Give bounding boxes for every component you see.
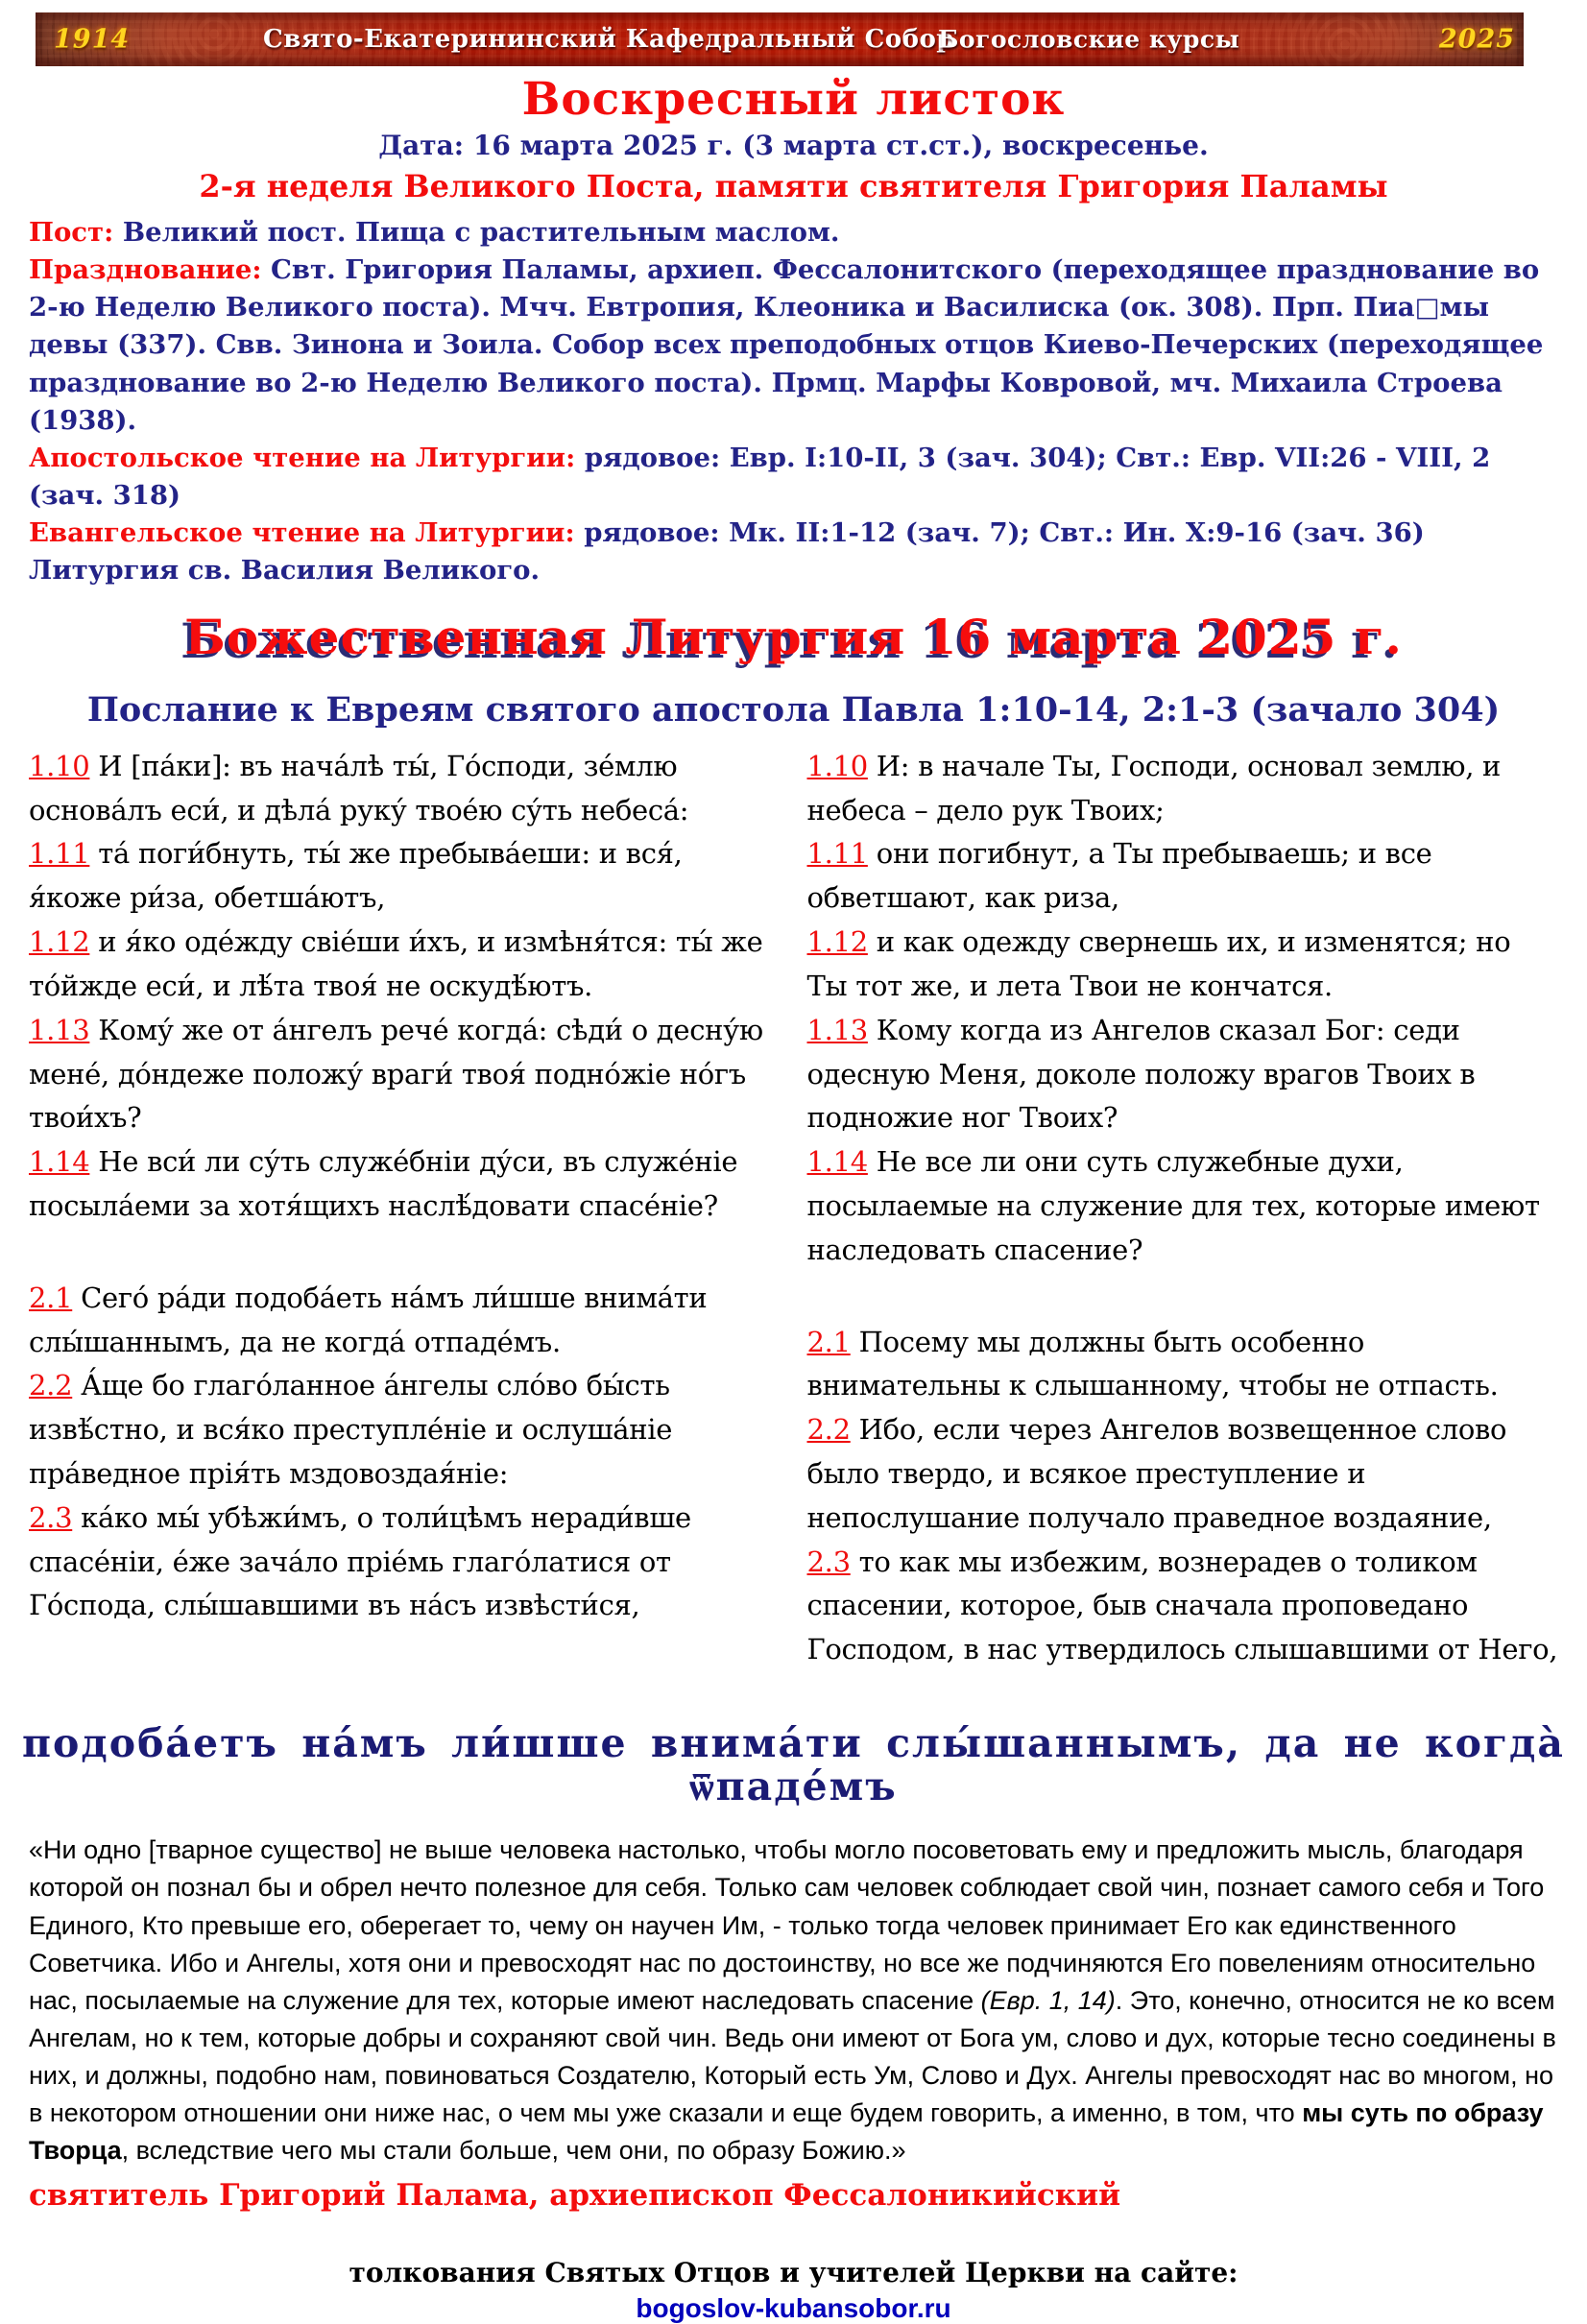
fast-line (29, 214, 1558, 252)
verse-number: 2.1 (29, 1281, 73, 1314)
epistle-heading: Послание к Евреям святого апостола Павла 1:10-14, 2:1-3 (зачало 304) (86, 689, 1501, 730)
verse-number: 2.3 (806, 1545, 851, 1578)
verse-number: 1.12 (29, 925, 90, 959)
epistle-columns (29, 745, 1558, 1672)
gospel-reading-label: Евангельское чтение на Литургии: (29, 516, 575, 548)
page-title: Воскресный листок (521, 73, 1066, 126)
week-line: 2-я неделя Великого Поста, памяти святителя Григория Паламы (199, 168, 1388, 205)
verse-item: 1.10 И: в начале Ты, Господи, основал землю, и небеса – дело рук Твоих; (806, 749, 1502, 827)
verse-item: 1.13 Кому когда из Ангелов сказал Бог: седи одесную Меня, доколе положу врагов Твоих в подножие ног Твоих? (806, 1013, 1476, 1135)
verse-item: 1.11 они погибнут, а Ты пребываешь; и все обветшают, как риза, (806, 837, 1432, 915)
sunday-leaflet-page (0, 12, 1587, 2323)
apostle-reading-line (29, 440, 1558, 515)
banner-church-name: Свято-Екатерининский Кафедральный Собор (263, 25, 954, 54)
fast-label: Пост: (29, 217, 114, 249)
feast-line (29, 252, 1558, 439)
verse-item: 1.13 Кому́ же от а́нгелъ рече́ когда́: сѣди́ о десну́ю мене́, до́ндеже положу́ враги́ твоя́ подно́жіе но́гъ твои́хъ? (29, 1013, 763, 1135)
verse-number: 1.12 (806, 925, 868, 959)
signature-line: святитель Григорий Палама, архиепископ Фессалоникийский (29, 2177, 1121, 2213)
verse-number: 1.13 (806, 1013, 868, 1046)
slavonic-display-line: подоба́етъ на́мъ ли́шше внима́ти слы́шаннымъ, да не когда̀ ѿпаде́мъ (22, 1720, 1565, 1810)
verse-item: 1.14 Не вси́ ли су́ть служе́бніи ду́си, въ служе́ніе посыла́еми за хотя́щихъ наслѣ́довати спасе́ніе? (29, 1145, 738, 1222)
verse-item: 2.2 Ибо, если через Ангелов возвещенное слово было твердо, и всякое преступление и непослушание получало праведное воздаяние, (806, 1413, 1507, 1534)
liturgy-type-line: Литургия св. Василия Великого. (29, 554, 541, 586)
verse-number: 1.11 (29, 837, 90, 871)
site-link[interactable]: bogoslov-kubansobor.ru (636, 2292, 951, 2323)
apostle-reading-label: Апостольское чтение на Литургии: (29, 442, 576, 473)
verse-number: 1.14 (29, 1145, 90, 1179)
verse-number: 1.14 (806, 1145, 868, 1179)
verse-item: 1.12 и как одежду свернешь их, и изменятся; но Ты тот же, и лета Твои не кончатся. (806, 925, 1511, 1002)
apostle-reading-text: рядовое: Евр. I:10-II, 3 (зач. 304); Свт.: Евр. VII:26 - VIII, 2 (зач. 318) (29, 442, 1491, 511)
gospel-reading-text: рядовое: Мк. II:1-12 (зач. 7); Свт.: Ин. X:9-16 (зач. 36) (584, 516, 1425, 548)
verse-number: 1.13 (29, 1013, 90, 1046)
header-banner (36, 12, 1524, 66)
banner-year-founded: 1914 (54, 24, 131, 55)
verse-item: 1.14 Не все ли они суть служебные духи, посылаемые на служение для тех, которые имеют наследовать спасение? (806, 1145, 1540, 1266)
quote-segment: «Ни одно [тварное существо] не выше человека настолько, чтобы могло посоветовать ему и предложить мысль, благодаря которой он познал бы и обрел нечто полезное для себя. Только сам человек соблюдает свой чин, познает самого себя и Того Единого, Кто превыше его, оберегает то, чему он научен Им, - только тогда человек принимает Его как единственного Советчика. Ибо и Ангелы, хотя они и превосходят нас по достоинству, но все же подчиняются Его повелениям относительно нас, посылаемые на служение для тех, которые имеют наследовать спасение (29, 1835, 1545, 2015)
verse-item: 1.11 та́ поги́бнуть, ты́ же пребыва́еши: и вся́, я́коже ри́за, обетша́ютъ, (29, 837, 683, 915)
gospel-reading-line (29, 515, 1558, 552)
epistle-column-slavonic (29, 745, 781, 1672)
verse-item: 2.1 Посему мы должны быть особенно внимательны к слышанному, чтобы не отпасть. (806, 1325, 1499, 1402)
verse-item: 2.2 А́ще бо глаго́ланное а́нгелы сло́во бы́сть извѣ́стно, и вся́ко преступле́ніе и ослуша́ніе пра́ведное прія́ть мздовоздая́ніе: (29, 1369, 673, 1490)
epistle-column-russian (807, 745, 1559, 1672)
verse-number: 2.3 (29, 1500, 73, 1534)
quote-segment: мы суть по образу Творца (29, 2098, 1544, 2166)
fast-text: Великий пост. Пища с растительным маслом. (122, 217, 840, 249)
feast-label: Празднование: (29, 254, 262, 286)
feast-text: Свт. Григория Паламы, архиеп. Фессалонитского (переходящее празднование во 2-ю Неделю Великого поста). Мчч. Евтропия, Клеоника и Василиска (ок. 308). Прп. Пиа□мы девы (337). Свв. Зинона и Зоила. Собор всех преподобных отцов Киево-Печерских (переходящее празднование во 2-ю Неделю Великого поста). Прмц. Марфы Ковровой, мч. Михаила Строева (1938). (29, 254, 1544, 436)
verse-item: 1.10 И [па́ки]: въ нача́лѣ ты́, Го́споди, зе́млю основа́лъ еси́, и дѣла́ руку́ твое́ю су́ть небеса́: (29, 749, 689, 827)
verse-number: 1.11 (806, 837, 868, 871)
footer-note: толкования Святых Отцов и учителей Церкви на сайте: (349, 2256, 1238, 2288)
verse-item: 2.3 то как мы избежим, вознерадев о толиком спасении, которое, быв сначала проповедано Господом, в нас утвердилось слышавшими от Него, (806, 1545, 1558, 1666)
verse-number: 2.1 (806, 1325, 851, 1358)
verse-item: 2.1 Сего́ ра́ди подоба́еть на́мъ ли́шше внима́ти слы́шаннымъ, да не когда́ отпаде́мъ. (29, 1281, 708, 1358)
verse-number: 2.2 (806, 1413, 851, 1447)
verse-number: 1.10 (806, 749, 868, 782)
banner-year-current: 2025 (1438, 24, 1515, 55)
quote-segment: , вследствие чего мы стали больше, чем они, по образу Божию.» (121, 2136, 906, 2166)
verse-item: 1.12 и я́ко оде́жду свіе́ши и́хъ, и измѣня́тся: ты́ же то́йжде еси́, и лѣ́та твоя́ не оскудѣ́ютъ. (29, 925, 763, 1002)
banner-courses-label: Богословские курсы (938, 25, 1240, 54)
quote-segment: . Это, конечно, относится не ко всем Ангелам, но к тем, которые добры и сохраняют свой чин. Ведь они имеют от Бога ум, слово и дух, которые тесно соединены в них, и должны, подобно нам, повиноваться Создателю, Который есть Ум, Слово и Дух. Ангелы превосходят нас во многом, но в некотором отношении они ниже нас, о чем мы уже сказали и еще будем говорить, а именно, в том, что (29, 1985, 1556, 2128)
verse-number: 2.2 (29, 1369, 73, 1402)
date-line: Дата: 16 марта 2025 г. (3 марта ст.ст.), воскресенье. (378, 130, 1209, 162)
quote-segment: (Евр. 1, 14) (980, 1985, 1116, 2015)
verse-number: 1.10 (29, 749, 90, 782)
liturgy-heading: Божественная Литургия 16 марта 2025 г. (184, 608, 1403, 665)
info-block (29, 214, 1558, 588)
footer-site-line (0, 2293, 1587, 2324)
quote-paragraph (29, 1832, 1558, 2169)
verse-item: 2.3 ка́ко мы́ убѣжи́мъ, о толи́цѣмъ неради́вше спасе́ніи, е́же зача́ло пріе́мь глаго́латися от Го́спода, слы́шавшими въ на́съ извѣсти́ся, (29, 1500, 691, 1622)
